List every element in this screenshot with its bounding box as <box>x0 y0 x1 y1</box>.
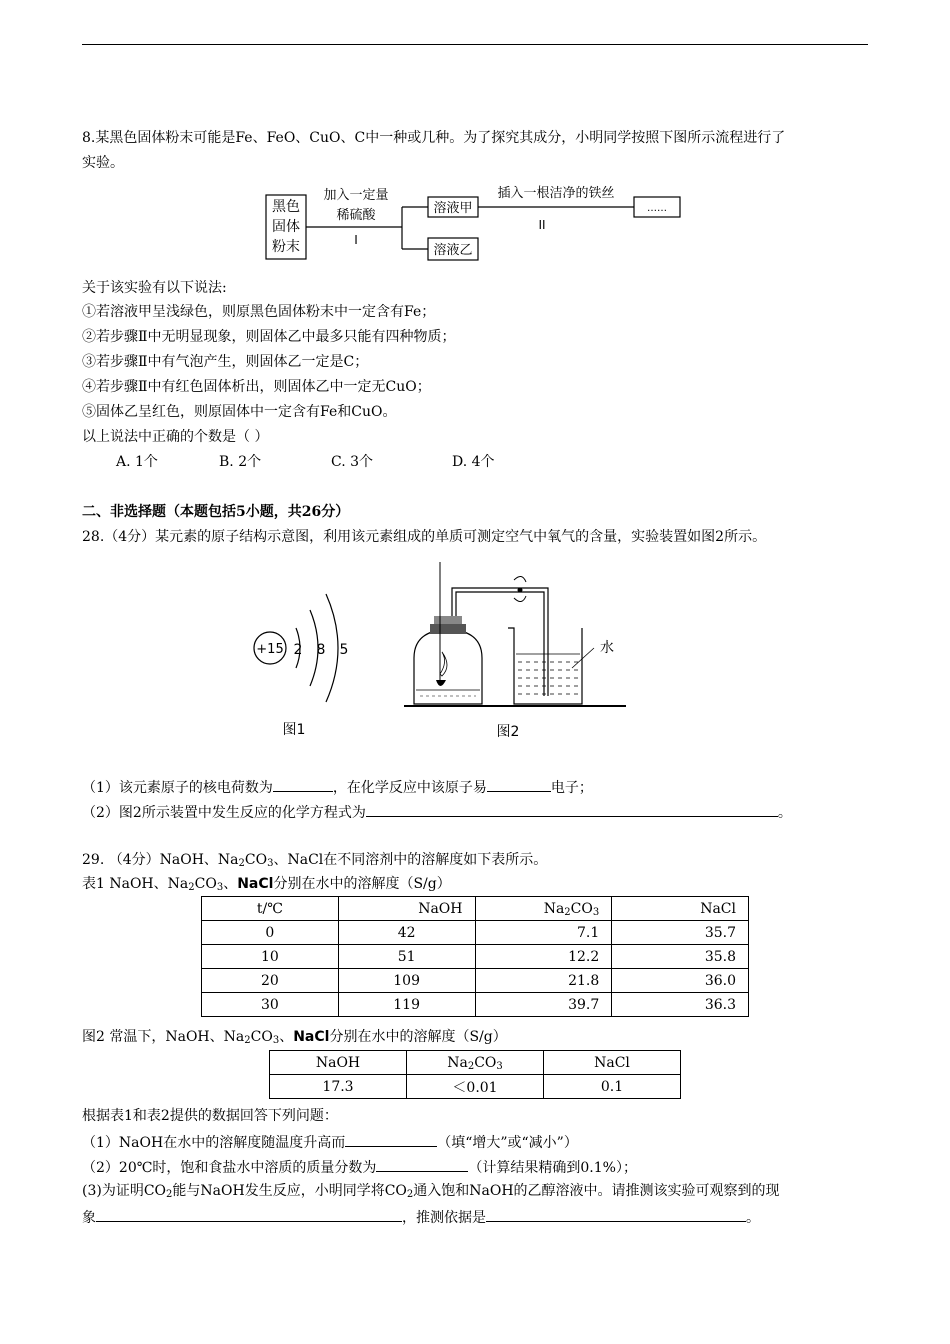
table1-header-cell: NaCl <box>612 897 749 921</box>
table1-title-b: CO <box>194 876 217 892</box>
q29-sub3-sub2-first: 2 <box>166 1189 173 1200</box>
q29-stem-b: CO <box>244 852 268 868</box>
q29-sub3-line2 <box>82 1207 760 1227</box>
q29-table2-title <box>82 1028 507 1046</box>
flow-step2-num: II <box>538 218 546 232</box>
table1-row <box>202 921 749 945</box>
q29-sub2-b: （计算结果精确到0.1%）； <box>468 1160 637 1176</box>
q8-question: 以上说法中正确的个数是（ ） <box>82 429 269 445</box>
q29-sub2 <box>82 1157 637 1177</box>
q29-answer-blank-1[interactable] <box>345 1132 437 1147</box>
q29-sub3-c: 通入饱和NaOH的乙醇溶液中。请推测该实验可观察到的现 <box>413 1183 780 1199</box>
q28-sub2-part-b: 。 <box>777 805 792 821</box>
q28-stem: 28.（4分）某元素的原子结构示意图，利用该元素组成的单质可测定空气中氧气的含量，实验装置如图2所示。 <box>82 529 767 545</box>
q29-stem-a: 29. （4分）NaOH、Na <box>82 852 239 868</box>
fig1-caption: 图1 <box>282 722 306 738</box>
table1-header-cell: $Na_2CO_3$ <box>475 897 612 921</box>
q29-answer-blank-2[interactable] <box>376 1157 468 1172</box>
table1-title-sub3: 3 <box>216 882 224 893</box>
table2-header-cell: NaOH <box>270 1051 407 1075</box>
table2-cell: ＜0.01 <box>407 1075 544 1099</box>
table1-cell: 36.0 <box>612 969 749 993</box>
fig1-nucleus: +15 <box>256 642 284 657</box>
fig2-water-label: 水 <box>600 640 614 656</box>
table1-cell: 21.8 <box>475 969 612 993</box>
q8-statement-5: ⑤固体乙呈红色，则原固体中一定含有Fe和CuO。 <box>82 404 397 420</box>
table2-header-row <box>270 1051 681 1075</box>
q8-statement-3: ③若步骤Ⅱ中有气泡产生，则固体乙一定是C； <box>82 354 369 370</box>
q8-option-c: C. 3个 <box>331 454 374 470</box>
table2-header-cell: $Na_2CO_3$ <box>407 1051 544 1075</box>
table1-cell: 42 <box>338 921 475 945</box>
fig1-shell-3: 5 <box>339 642 349 658</box>
q29-answer-blank-4[interactable] <box>486 1207 746 1222</box>
table1-title-sub2: 2 <box>188 882 195 893</box>
table1-cell: 35.8 <box>612 945 749 969</box>
q28-sub2 <box>82 802 792 822</box>
table2-title-d: NaCl <box>293 1029 330 1045</box>
q8-stem-line2: 实验。 <box>82 155 124 171</box>
table1-cell: 51 <box>338 945 475 969</box>
header-rule <box>82 44 868 45</box>
q28-fig1-atom-diagram <box>248 580 368 740</box>
q29-sub3-d: 象 <box>82 1210 96 1226</box>
q8-option-b: B. 2个 <box>219 454 262 470</box>
q28-sub1-part-b: ，在化学反应中该原子易 <box>332 780 487 796</box>
flow-step2-label: 插入一根洁净的铁丝 <box>497 186 615 201</box>
table2-header-cell: NaCl <box>544 1051 681 1075</box>
table1-cell: 10 <box>202 945 339 969</box>
table1-header-cell: NaOH <box>338 897 475 921</box>
flow-solution-a: 溶液甲 <box>433 201 473 216</box>
flow-start-line1: 黑色 <box>272 199 300 215</box>
table2-cell: 17.3 <box>270 1075 407 1099</box>
q28-sub1 <box>82 777 593 797</box>
q28-answer-blank-3[interactable] <box>366 802 778 817</box>
q8-statement-1: ①若溶液甲呈浅绿色，则原黑色固体粉末中一定含有Fe； <box>82 304 436 320</box>
q29-sub3-line1 <box>82 1182 780 1200</box>
section2-heading: 二、非选择题（本题包括5小题，共26分） <box>82 504 350 520</box>
q29-sub3-e: ，推测依据是 <box>402 1210 486 1226</box>
q28-answer-blank-1[interactable] <box>273 777 333 792</box>
q28-sub1-part-a: （1）该元素原子的核电荷数为 <box>82 780 273 796</box>
q8-option-a: A. 1个 <box>116 454 158 470</box>
table1-cell: 7.1 <box>475 921 612 945</box>
table2-title-a: 图2 常温下，NaOH、Na <box>82 1029 245 1045</box>
q29-sub3-a: (3)为证明CO <box>82 1183 167 1199</box>
table1-header-cell: t/℃ <box>202 897 339 921</box>
table1-cell: 36.3 <box>612 993 749 1017</box>
q29-lead: 根据表1和表2提供的数据回答下列问题： <box>82 1108 338 1124</box>
flow-start-line2: 固体 <box>272 219 300 235</box>
q29-stem-sub3: 3 <box>267 858 274 869</box>
table1-header-row <box>202 897 749 921</box>
table2-row <box>270 1075 681 1099</box>
table1-cell: 12.2 <box>475 945 612 969</box>
flow-solution-b: 溶液乙 <box>433 243 473 258</box>
table2-title-b: CO <box>250 1029 273 1045</box>
table1-cell: 109 <box>338 969 475 993</box>
table1-row <box>202 945 749 969</box>
table1-cell: 35.7 <box>612 921 749 945</box>
fig2-caption: 图2 <box>496 724 520 740</box>
table1-row <box>202 993 749 1017</box>
q29-sub2-a: （2）20℃时，饱和食盐水中溶质的质量分数为 <box>82 1160 377 1176</box>
flow-step1-top: 加入一定量 <box>323 188 389 203</box>
flow-start-line3: 粉末 <box>272 239 300 255</box>
q29-sub3-f: 。 <box>746 1210 760 1226</box>
q8-intro: 关于该实验有以下说法: <box>82 280 227 296</box>
q29-stem <box>82 851 547 869</box>
q29-table1-title <box>82 875 451 893</box>
table1-title-d: NaCl <box>237 876 274 892</box>
q29-sub1-b: （填“增大”或“减小”） <box>437 1135 578 1151</box>
q29-table1 <box>201 896 749 1017</box>
table1-title-c: 、 <box>223 876 238 892</box>
fig1-shell-2: 8 <box>316 642 326 658</box>
q29-stem-c: 、NaCl在不同溶剂中的溶解度如下表所示。 <box>273 852 548 868</box>
q29-table2 <box>269 1050 681 1099</box>
q8-statement-2: ②若步骤Ⅱ中无明显现象，则固体乙中最多只能有四种物质； <box>82 329 456 345</box>
q29-sub3-sub2-second: 2 <box>406 1189 414 1200</box>
q8-option-d: D. 4个 <box>452 454 495 470</box>
flow-step1-bottom: 稀硫酸 <box>336 208 376 223</box>
q29-sub1 <box>82 1132 578 1152</box>
table1-cell: 119 <box>338 993 475 1017</box>
q29-stem-sub2: 2 <box>238 858 245 869</box>
table1-cell: 0 <box>202 921 339 945</box>
table2-title-c: 、 <box>279 1029 294 1045</box>
q28-answer-blank-2[interactable] <box>487 777 551 792</box>
table1-row <box>202 969 749 993</box>
q8-statement-4: ④若步骤Ⅱ中有红色固体析出，则固体乙中一定无CuO； <box>82 379 431 395</box>
q28-sub2-part-a: （2）图2所示装置中发生反应的化学方程式为 <box>82 805 366 821</box>
table1-cell: 20 <box>202 969 339 993</box>
table2-title-sub2: 2 <box>244 1035 251 1046</box>
q28-sub1-part-c: 电子； <box>550 780 593 796</box>
q28-fig2-apparatus <box>404 562 644 744</box>
table1-cell: 30 <box>202 993 339 1017</box>
q29-answer-blank-3[interactable] <box>96 1207 402 1222</box>
q29-sub3-b: 能与NaOH发生反应，小明同学将CO <box>172 1183 407 1199</box>
fig1-shell-1: 2 <box>293 642 303 658</box>
table2-title-sub3: 3 <box>272 1035 280 1046</box>
table2-title-e: 分别在水中的溶解度（S/g） <box>329 1029 507 1045</box>
q8-flowchart <box>262 181 692 265</box>
q29-sub1-a: （1）NaOH在水中的溶解度随温度升高而 <box>82 1135 346 1151</box>
table1-title-a: 表1 NaOH、Na <box>82 876 189 892</box>
table2-cell: 0.1 <box>544 1075 681 1099</box>
table1-title-e: 分别在水中的溶解度（S/g） <box>273 876 451 892</box>
table1-cell: 39.7 <box>475 993 612 1017</box>
flow-end-box: …… <box>647 203 667 214</box>
flow-step1-num: I <box>354 233 358 247</box>
q8-stem-line1: 8.某黑色固体粉末可能是Fe、FeO、CuO、C中一种或几种。为了探究其成分，小明同学按照下图所示流程进行了 <box>82 130 786 146</box>
